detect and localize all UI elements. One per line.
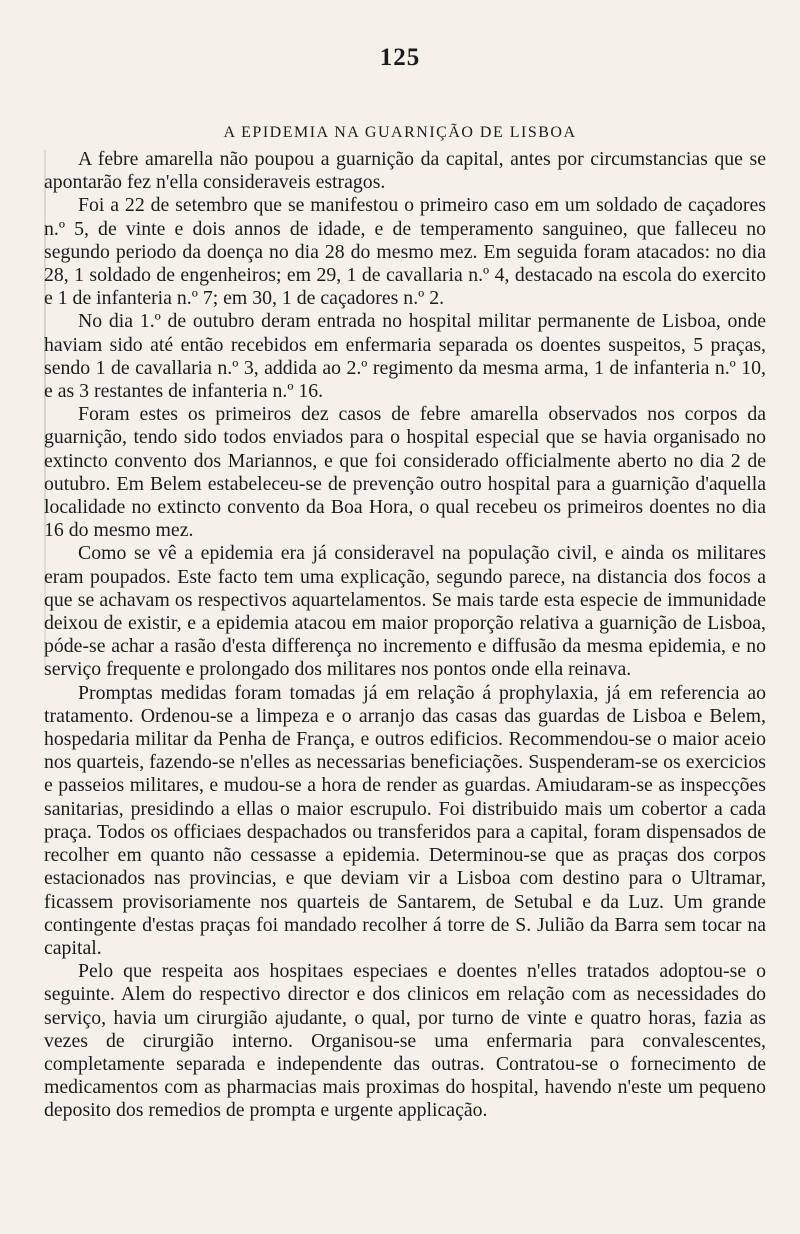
paragraph-4: Foram estes os primeiros dez casos de febre amarella observados nos corpos da guarnição, tendo sido todos enviados para o hospital especial que se havia organisado no extincto convento dos Mariannos, e que foi considerado officialmente aberto no dia 2 de outubro. Em Belem estabeleceu-se de prevenção outro hospital para a guarnição d'aquella localidade no extincto convento da Boa Hora, o qual recebeu os primeiros doentes no dia 16 do mesmo mez.: [44, 403, 766, 542]
paragraph-3: No dia 1.º de outubro deram entrada no hospital militar permanente de Lisboa, onde haviam sido até então recebidos em enfermaria separada os doentes suspeitos, 5 praças, sendo 1 de cavallaria n.º 3, addida ao 2.º regimento da mesma arma, 1 de infanteria n.º 10, e as 3 restantes de infanteria n.º 16.: [44, 310, 766, 403]
paragraph-7: Pelo que respeita aos hospitaes especiaes e doentes n'elles tratados adoptou-se o seguinte. Alem do respectivo director e dos clinicos em relação com as necessidades do serviço, havia um cirurgião ajudante, o qual, por turno de vinte e quatro horas, fazia as vezes de cirurgião interno. Organisou-se uma enfermaria para convalescentes, completamente separada e independente das outras. Contratou-se o fornecimento de medicamentos com as pharmacias mais proximas do hospital, havendo n'este um pequeno deposito dos remedios de prompta e urgente applicação.: [44, 960, 766, 1122]
paragraph-6: Promptas medidas foram tomadas já em relação á prophylaxia, já em referencia ao tratamento. Ordenou-se a limpeza e o arranjo das casas das guardas de Lisboa e Belem, hospedaria militar da Penha de França, e outros edificios. Recommendou-se o maior aceio nos quarteis, fazendo-se n'elles as necessarias beneficiações. Suspenderam-se os exercicios e passeios militares, e mudou-se a hora de render as guardas. Amiudaram-se as inspecções sanitarias, presidindo a ellas o maior escrupulo. Foi distribuido mais um cobertor a cada praça. Todos os officiaes despachados ou transferidos para a capital, foram dispensados de recolher em quanto não cessasse a epidemia. Determinou-se que as praças dos corpos estacionados nas provincias, e que deviam vir a Lisboa com destino para o Ultramar, ficassem provisoriamente nos quarteis de Santarem, de Setubal e da Luz. Um grande contingente d'estas praças foi mandado recolher á torre de S. Julião da Barra sem tocar na capital.: [44, 681, 766, 959]
body-text: [44, 148, 766, 1123]
paragraph-2: Foi a 22 de setembro que se manifestou o primeiro caso em um soldado de caçadores n.º 5, de vinte e dois annos de idade, e de temperamento sanguineo, que falleceu no segundo periodo da doença no dia 28 do mesmo mez. Em seguida foram atacados: no dia 28, 1 soldado de engenheiros; em 29, 1 de cavallaria n.º 4, destacado na escola do exercito e 1 de infanteria n.º 7; em 30, 1 de caçadores n.º 2.: [44, 194, 766, 310]
paragraph-5: Como se vê a epidemia era já consideravel na população civil, e ainda os militares eram poupados. Este facto tem uma explicação, segundo parece, na distancia dos focos a que se achavam os respectivos aquartelamentos. Se mais tarde esta especie de immunidade deixou de existir, e a epidemia atacou em maior proporção relativa a guarnição de Lisboa, póde-se achar a rasão d'esta differença no incremento e diffusão da mesma epidemia, e no serviço frequente e prolongado dos militares nos pontos onde ella reinava.: [44, 542, 766, 681]
page-number: 125: [379, 44, 421, 71]
chapter-title: A EPIDEMIA NA GUARNIÇÃO DE LISBOA: [223, 124, 577, 141]
paragraph-1: A febre amarella não poupou a guarnição da capital, antes por circumstancias que se apontarão fez n'ella consideraveis estragos.: [44, 148, 766, 194]
